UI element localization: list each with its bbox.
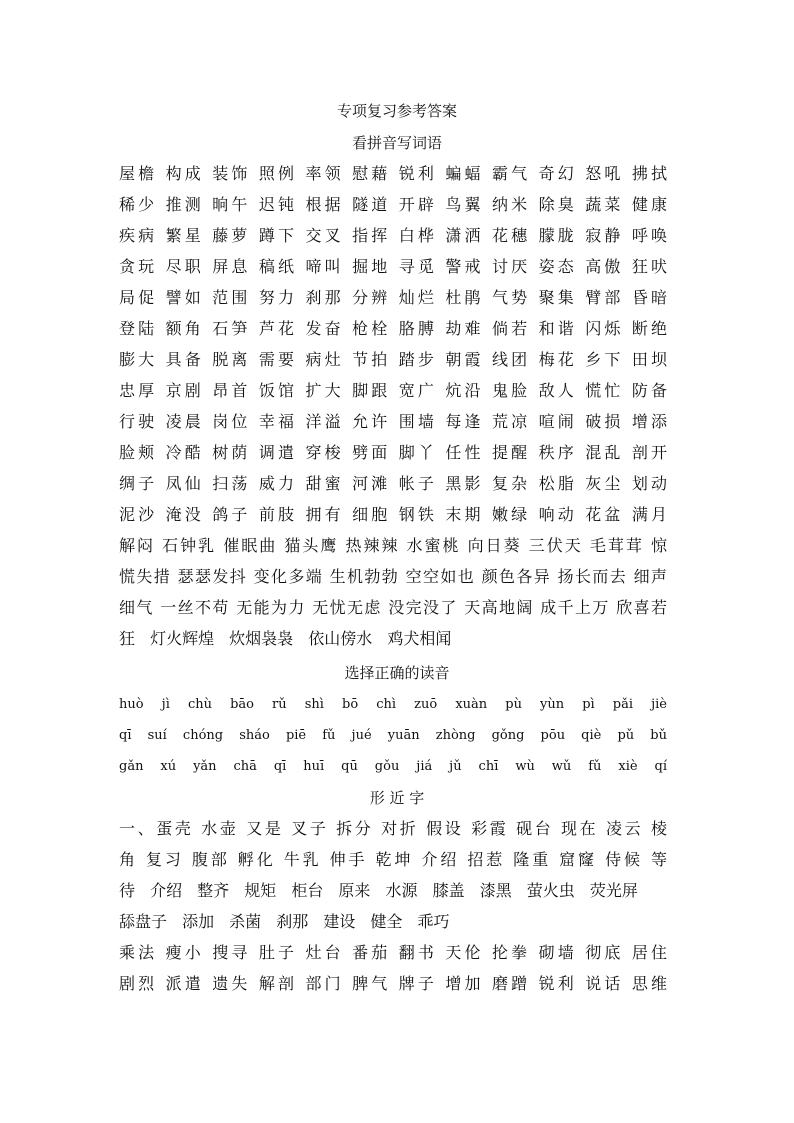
section-heading-pronunciation: 选择正确的读音 — [344, 664, 450, 682]
answer-line: 细气 一丝不苟 无能为力 无忧无虑 没完没了 天高地阔 成千上万 欣喜若 — [119, 598, 667, 617]
answer-line: 一、蛋壳 水壶 又是 叉子 拆分 对折 假设 彩霞 砚台 现在 凌云 棱 — [119, 819, 667, 838]
pinyin-line: gǎn xú yǎn chā qī huī qū gǒu jiá jǔ chī wù wǔ fǔ xiè qí — [119, 759, 667, 774]
answer-line: 解闷 石钟乳 催眠曲 猫头鹰 热辣辣 水蜜桃 向日葵 三伏天 毛茸茸 惊 — [119, 536, 667, 555]
answer-line: 局促 譬如 范围 努力 刹那 分辨 灿烂 杜鹃 气势 聚集 臂部 昏暗 — [119, 288, 667, 307]
section-heading-pinyin-words: 看拼音写词语 — [351, 134, 442, 152]
answer-line: 乘法 瘦小 搜寻 肚子 灶台 番茄 翻书 天伦 抡拳 砌墙 彻底 居住 — [119, 943, 667, 962]
answer-line: 忠厚 京剧 昂首 饭馆 扩大 脚跟 宽广 炕沿 鬼脸 敌人 慌忙 防备 — [119, 381, 667, 400]
answer-line: 狂 灯火辉煌 炊烟袅袅 依山傍水 鸡犬相闻 — [119, 629, 452, 648]
section-heading-similar-characters: 形 近 字 — [369, 789, 425, 807]
document-title: 专项复习参考答案 — [336, 102, 457, 120]
answer-line: 屋檐 构成 装饰 照例 率领 慰藉 锐利 蝙蝠 霸气 奇幻 怒吼 拂拭 — [119, 164, 667, 183]
pinyin-line: qī suí chóng sháo piē fǔ jué yuān zhòng gǒng pōu qiè pǔ bǔ — [119, 728, 667, 743]
answer-line: 待 介绍 整齐 规矩 柜台 原来 水源 膝盖 漆黑 萤火虫 荧光屏 — [119, 881, 638, 900]
answer-line: 稀少 推测 晌午 迟钝 根据 隧道 开辟 鸟翼 纳米 除臭 蔬菜 健康 — [119, 195, 667, 214]
answer-line: 剧烈 派遣 遗失 解剖 部门 脾气 牌子 增加 磨蹭 锐利 说话 思维 — [119, 974, 667, 993]
answer-line: 泥沙 淹没 鸽子 前肢 拥有 细胞 钢铁 末期 嫩绿 响动 花盆 满月 — [119, 505, 667, 524]
answer-line: 贪玩 尽职 屏息 稿纸 啼叫 掘地 寻觅 警戒 讨厌 姿态 高傲 狂吠 — [119, 257, 667, 276]
answer-line: 疾病 繁星 藤萝 蹲下 交叉 指挥 白桦 潇洒 花穗 朦胧 寂静 呼唤 — [119, 226, 667, 245]
answer-line: 登陆 额角 石笋 芦花 发奋 枪栓 胳膊 劫难 倘若 和谐 闪烁 断绝 — [119, 319, 667, 338]
pinyin-line: huò jì chù bāo rǔ shì bō chì zuō xuàn pù yùn pì pǎi jiè — [119, 697, 667, 712]
answer-line: 慌失措 瑟瑟发抖 变化多端 生机勃勃 空空如也 颜色各异 扬长而去 细声 — [119, 567, 667, 586]
answer-line: 角 复习 腹部 孵化 牛乳 伸手 乾坤 介绍 招惹 隆重 窟窿 侍候 等 — [119, 850, 667, 869]
answer-line: 脸颊 冷酷 树荫 调遣 穿梭 劈面 脚丫 任性 提醒 秩序 混乱 剖开 — [119, 443, 667, 462]
answer-line: 膨大 具备 脱离 需要 病灶 节拍 踏步 朝霞 线团 梅花 乡下 田坝 — [119, 350, 667, 369]
answer-line: 舔盘子 添加 杀菌 刹那 建设 健全 乖巧 — [119, 912, 450, 931]
answer-line: 绸子 凤仙 扫荡 威力 甜蜜 河滩 帐子 黑影 复杂 松脂 灰尘 划动 — [119, 474, 667, 493]
answer-line: 行驶 凌晨 岗位 幸福 洋溢 允许 围墙 每逢 荒凉 喧闹 破损 增添 — [119, 412, 667, 431]
